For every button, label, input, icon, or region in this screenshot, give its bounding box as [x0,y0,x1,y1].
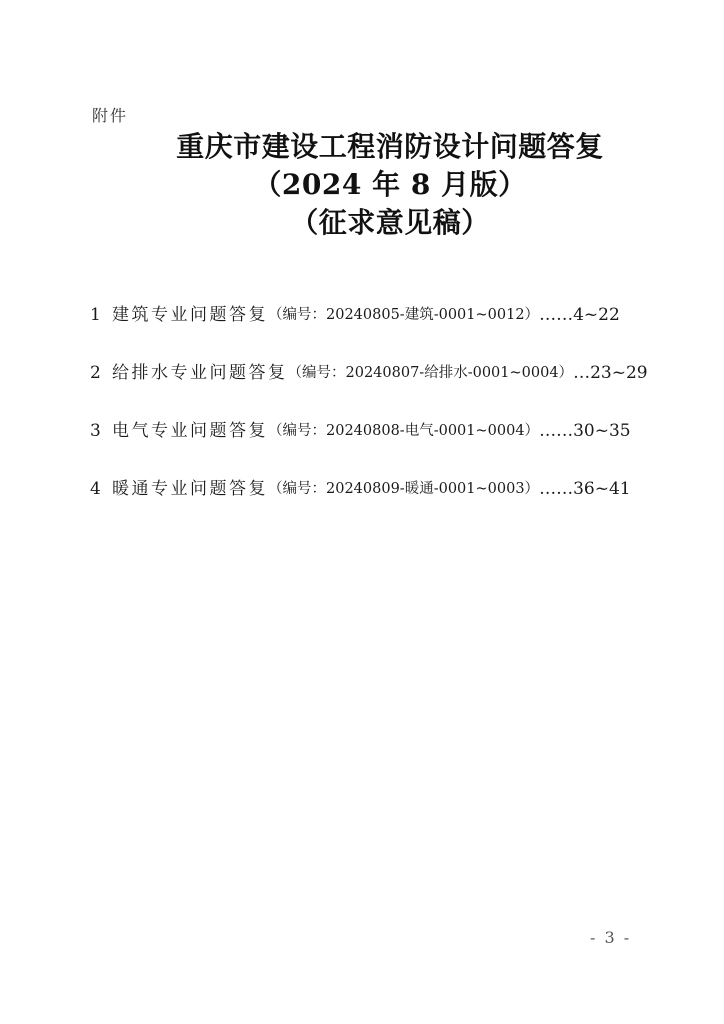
toc-item-title: 给排水专业问题答复 [112,363,288,383]
toc-item-title: 建筑专业问题答复 [112,305,268,325]
table-of-contents [90,304,650,536]
attachment-label: 附件 [92,106,129,125]
toc-item-code: （编号：20240809-暖通-0001~0003） [268,481,540,497]
toc-item-pages: ……30~35 [539,421,631,441]
toc-item-number: 4 [90,479,101,499]
toc-item-electrical [90,420,650,478]
toc-item-title: 暖通专业问题答复 [112,479,268,499]
toc-item-number: 3 [90,421,101,441]
toc-item-code: （编号：20240805-建筑-0001~0012） [268,307,540,323]
title-line-edition: （2024 年 8 月版） [253,168,527,201]
toc-item-code: （编号：20240807-给排水-0001~0004） [287,365,574,381]
toc-item-title: 电气专业问题答复 [112,421,268,441]
toc-item-plumbing [90,362,650,420]
toc-item-pages: …23~29 [573,363,648,383]
title-line-draft: （征求意见稿） [290,206,490,239]
document-title [120,128,660,242]
toc-item-code: （编号：20240808-电气-0001~0004） [268,423,540,439]
toc-item-pages: ……36~41 [539,479,631,499]
page-number: - 3 - [590,928,632,947]
toc-item-architecture [90,304,650,362]
toc-item-hvac [90,478,650,536]
toc-item-pages: ……4~22 [539,305,620,325]
toc-item-number: 1 [90,305,101,325]
toc-item-number: 2 [90,363,101,383]
title-line-main: 重庆市建设工程消防设计问题答复 [176,130,604,163]
